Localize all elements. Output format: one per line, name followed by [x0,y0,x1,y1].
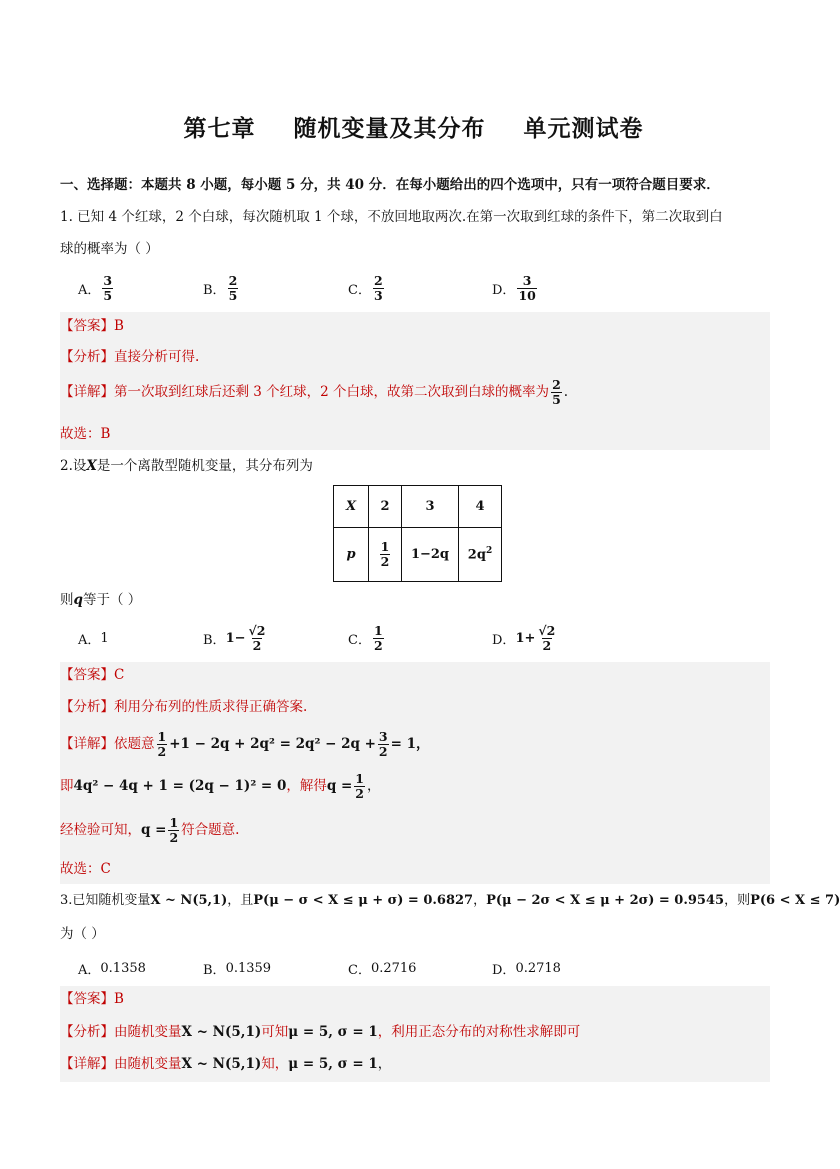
q1-option-d [492,268,539,308]
fraction [248,624,267,653]
stem-part: ，且 [227,893,254,908]
denominator: 2 [252,637,262,653]
denominator: 5 [552,392,561,407]
cell-base: 2q [467,547,486,563]
q2-answer [60,665,124,685]
table-cell-half [369,528,402,582]
option-value: 0.2718 [515,960,561,976]
numerator: 3 [103,272,113,288]
check-q: q = [141,822,167,838]
q1-analysis [60,347,199,367]
numerator: 1 [355,771,364,786]
numerator: √2 [248,622,266,638]
analysis-text: 直接分析可得. [114,349,200,365]
option-prefix: 1− [225,630,246,646]
q3-stem-line1 [60,891,840,911]
q3-answer [60,989,124,1009]
stem-part: 3.已知随机变量 [60,893,151,908]
denominator: 2 [169,830,179,845]
detail-tag: 【详解】 [60,1056,114,1072]
q3-option-b [203,948,271,988]
detail-formula: μ = 5, σ = 1 [288,1056,378,1072]
stem-prefix: 2.设 [60,458,87,474]
detail-text: 第一次取到红球后还剩 3 个红球，2 个白球，故第二次取到白球的概率为 [114,384,550,400]
analysis-part: 由随机变量 [114,1024,182,1040]
denominator: 5 [228,287,238,303]
option-value: 0.1359 [225,960,272,976]
option-label: B． [203,962,226,978]
option-value: 0.1358 [100,960,146,976]
stem-formula: P(μ − 2σ < X ≤ μ + 2σ) = 0.9545 [486,893,725,908]
eq2-prefix: 即 [60,778,74,794]
q2-analysis [60,697,307,717]
eq2-middle: ，解得 [286,778,327,794]
analysis-tag: 【分析】 [60,349,114,365]
q1-option-c [348,268,386,308]
check-prefix: 经检验可知， [60,822,141,838]
option-label: C． [348,282,371,298]
q3-option-a [78,948,146,988]
distribution-table [333,485,502,582]
stem-formula: P(6 < X ≤ 7) [750,893,840,908]
numerator: 1 [169,815,179,830]
answer-tag: 【答案】 [60,991,114,1007]
detail-part: ， [377,1056,392,1072]
equation-q: q = [326,778,353,794]
fraction [354,772,365,801]
equation: 4q² − 4q + 1 = (2q − 1)² = 0 [73,778,287,794]
q1-stem-line2: 球的概率为（ ） [60,241,159,257]
q2-detail-eq2 [60,768,381,804]
denominator: 2 [380,554,390,569]
analysis-formula: μ = 5, σ = 1 [288,1024,378,1040]
denominator: 5 [103,287,113,303]
fraction [380,540,391,569]
test-label: 单元测试卷 [523,115,644,142]
page-title [0,110,827,143]
numerator: 1 [157,729,167,744]
analysis-tag: 【分析】 [60,1024,114,1040]
q3-options [78,948,778,988]
numerator: √2 [538,622,556,638]
table-cell: 3 [402,486,459,528]
q2-choice: 故选：C [60,861,111,877]
q1-detail [60,374,568,410]
eq2-end: ， [367,778,381,794]
fraction [537,624,556,653]
q1-options [78,268,778,308]
q3-option-d [492,948,561,988]
chapter-label: 第七章 [183,115,256,142]
denominator: 2 [355,786,364,801]
q2-check [60,812,239,848]
answer-tag: 【答案】 [60,318,114,334]
answer-value: B [114,318,124,334]
denominator: 10 [518,287,536,303]
q1-answer [60,316,124,336]
q3-detail [60,1054,391,1074]
equation-end: = 1， [390,736,430,752]
numerator: 2 [552,377,561,392]
answer-tag: 【答案】 [60,667,114,683]
q1-stem-line1: 1. 已知 4 个红球，2 个白球，每次随机取 1 个球，不放回地取两次.在第一次取到红球的条件下，第二次取到白 [60,209,723,225]
q2-option-c [348,618,386,658]
detail-end: . [563,384,569,400]
denominator: 2 [378,744,388,759]
q1-choice: 故选：B [60,426,111,442]
option-prefix: 1+ [515,630,536,646]
fraction [551,378,562,407]
table-header-x: X [334,486,369,528]
table-cell: 1−2q [402,528,459,582]
detail-formula: X ~ N(5,1) [181,1056,262,1072]
superscript: 2 [485,546,493,557]
table-header-p: p [334,528,369,582]
detail-prefix: 依题意 [114,736,155,752]
numerator: 2 [228,272,238,288]
q2-ask [60,590,141,610]
analysis-part: 可知 [261,1024,289,1040]
variable-x: X [86,458,97,474]
numerator: 1 [373,622,383,638]
analysis-part: ，利用正态分布的对称性求解即可 [377,1024,581,1040]
denominator: 2 [373,637,383,653]
q3-analysis [60,1022,580,1042]
analysis-text: 利用分布列的性质求得正确答案. [114,699,308,715]
q2-option-a [78,618,109,658]
fraction [373,624,384,653]
q2-solution-box [60,662,770,884]
analysis-tag: 【分析】 [60,699,114,715]
q1-option-b [203,268,240,308]
numerator: 3 [378,729,388,744]
fraction [168,816,179,845]
option-label: D． [492,962,516,978]
numerator: 2 [373,272,383,288]
denominator: 2 [542,637,552,653]
q2-option-d [492,618,558,658]
table-cell-2q2 [459,528,502,582]
table-cell: 4 [459,486,502,528]
fraction [378,730,389,759]
option-label: C． [348,962,371,978]
q2-option-b [203,618,268,658]
detail-tag: 【详解】 [60,384,114,400]
ask-suffix: 等于（ ） [82,592,142,608]
chapter-topic: 随机变量及其分布 [293,115,486,142]
variable-q: q [73,592,83,608]
equation-part: +1 − 2q + 2q² = 2q² − 2q + [169,736,376,752]
stem-formula: P(μ − σ < X ≤ μ + σ) = 0.6827 [253,893,474,908]
option-label: B． [203,632,226,648]
option-label: B． [203,282,226,298]
numerator: 3 [522,272,532,288]
q1-solution-box [60,312,770,450]
stem-formula: X ~ N(5,1) [150,893,228,908]
detail-part: 知， [261,1056,289,1072]
option-label: D． [492,282,516,298]
fraction [157,730,168,759]
option-label: D． [492,632,516,648]
option-label: C． [348,632,371,648]
q1-option-a [78,268,115,308]
q3-stem-line2: 为（ ） [60,926,105,942]
check-suffix: 符合题意. [181,822,240,838]
answer-value: B [114,991,124,1007]
fraction [102,274,113,303]
section-heading: 一、选择题：本题共 8 小题，每小题 5 分，共 40 分．在每小题给出的四个选项中，只有一项符合题目要求． [60,177,720,193]
q2-stem [60,456,313,476]
option-label: A． [78,962,101,978]
answer-value: C [114,667,125,683]
option-label: A． [78,632,101,648]
numerator: 1 [380,539,390,554]
q3-option-c [348,948,416,988]
fraction [228,274,239,303]
stem-part: ，则 [724,893,751,908]
q2-detail-eq1 [60,726,430,762]
stem-part: ， [473,893,487,908]
q2-options [78,618,778,658]
detail-part: 由随机变量 [114,1056,182,1072]
denominator: 3 [373,287,383,303]
analysis-formula: X ~ N(5,1) [181,1024,262,1040]
ask-prefix: 则 [60,592,74,608]
fraction [373,274,384,303]
option-label: A． [78,282,101,298]
stem-suffix: 是一个离散型随机变量，其分布列为 [96,458,313,474]
fraction [517,274,536,303]
table-cell: 2 [369,486,402,528]
denominator: 2 [157,744,167,759]
option-value: 1 [100,630,109,646]
detail-tag: 【详解】 [60,736,114,752]
q3-solution-box [60,986,770,1082]
option-value: 0.2716 [370,960,417,976]
